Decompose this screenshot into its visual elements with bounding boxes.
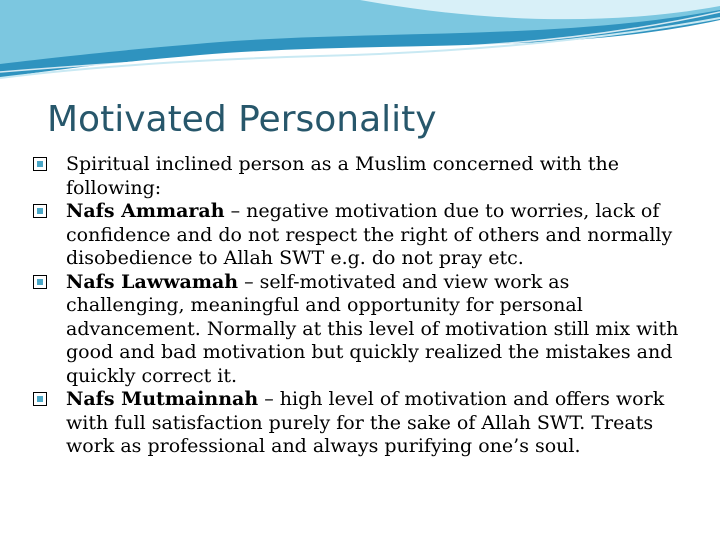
bullet-item [30, 271, 690, 389]
bullet-text: Spiritual inclined person as a Muslim concerned with the following: [66, 153, 619, 199]
bullet-icon [30, 391, 58, 409]
bullet-text: – self-motivated and view work as challenging, meaningful and opportunity for personal advancement. Normally at this level of motivation still mix with good and bad motivation but quickly realized the mistakes and quickly correct it. [66, 270, 679, 387]
bullet-icon [30, 203, 58, 221]
bullet-term: Nafs Ammarah [66, 200, 225, 222]
bullet-text: – high level of motivation and offers work with full satisfaction purely for the sake of Allah SWT. Treats work as professional and always purifying one’s soul. [66, 388, 665, 457]
slide-title: Motivated Personality [47, 99, 437, 140]
bullet-icon [30, 274, 58, 292]
bullet-item [30, 388, 690, 459]
slide-body [30, 153, 690, 459]
bullet-text: – negative motivation due to worries, lack of confidence and do not respect the right of others and normally disobedience to Allah SWT e.g. do not pray etc. [66, 200, 673, 269]
header-wave-decoration [0, 0, 720, 90]
bullet-item [30, 200, 690, 271]
bullet-item [30, 153, 690, 200]
bullet-icon [30, 156, 58, 174]
bullet-term: Nafs Lawwamah [66, 270, 239, 293]
bullet-term: Nafs Mutmainnah [66, 388, 259, 410]
